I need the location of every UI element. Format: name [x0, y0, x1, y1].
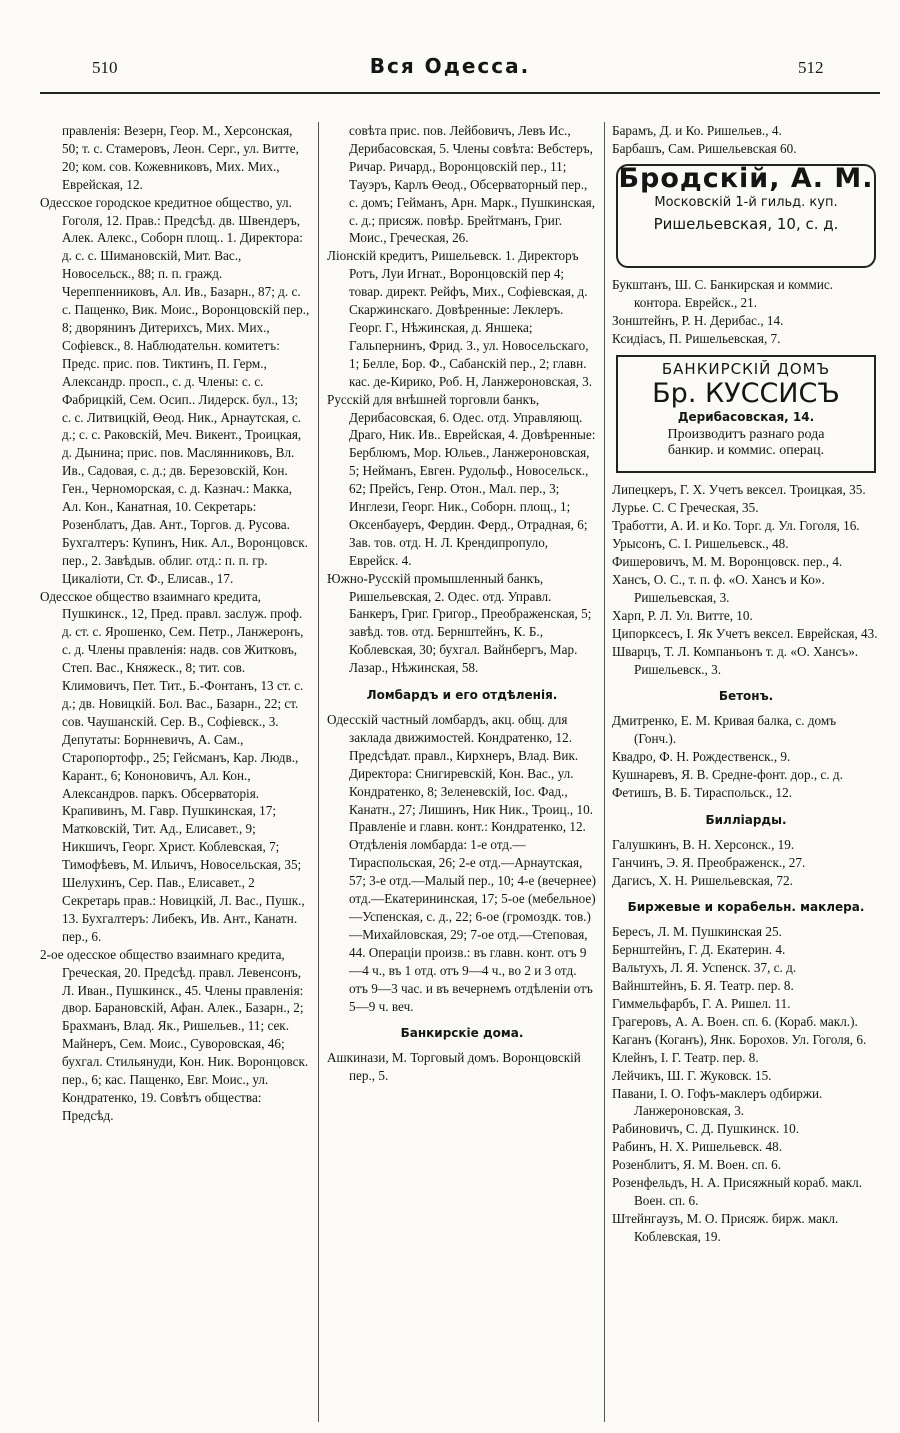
directory-entry: Розенфельдъ, Н. А. Присяжный кораб. макл. Воен. сп. 6. [612, 1175, 863, 1208]
directory-entry: Фишеровичъ, М. М. Воронцовск. пер., 4. [612, 554, 843, 570]
directory-entry: Павани, І. О. Гофъ-маклеръ одбиржи. Ланжероновская, 3. [612, 1085, 823, 1119]
directory-entry: Ліонскій кредитъ, Ришельевск. 1. Директоръ Ротъ, Луи Игнат., Воронцовскій пер 4; товар. директ. Рейфъ, Мих., Софіевская, д. Скаржинскаго. Довѣренные: Леклеръ. Георг. Г., Нѣжинская, д. Яншека; Гальпернинъ, Фрид. З., ул. Новосельскаго, 1; Белле, Бор. Ф., Сабанскій пер., 2; главн. кас. де-Кирико, Роб. Н, Ланжероновская, 3. [327, 248, 593, 389]
directory-entry: совѣта прис. пов. Лейбовичъ, Левъ Ис., Дерибасовская, 5. Члены совѣта: Вебстеръ, Ричар. Ричард., Воронцовскій пер., 11; Тауэръ, Карлъ Өеод., Обсерваторный пер., с. домъ; Гейманъ, Арн. Марк., Пушкинская, с. д.; присяж. повѣр. Брейтманъ, Григ. Моис., Греческая, 26. [349, 123, 596, 246]
section-heading: Банкирскіе дома. [400, 1026, 524, 1041]
directory-entry: 2-ое одесское общество взаимнаго кредита, Греческая, 20. Предсѣд. правл. Левенсонъ, Л. Иван., Пушкинск., 45. Члены правленія: двор. Барановскій, Афан. Алек., Базарн., 2; Брахманъ, Влад. Як., Ришельев., 11; сек. Майнеръ, Сем. Моис., Суворовская, 46; бухгал. Стильянуди, Кон. Ник. Воронцовск. пер., 6; кас. Пащенко, Евг. Моис., ул. Кондратенко, 19. Совѣтъ общества: Предсѣд. [40, 946, 309, 1123]
ad-name: Бр. КУССИСЪ [652, 378, 840, 410]
ad-line: Московскій 1-й гильд. куп. [654, 194, 838, 210]
directory-entry: Шварцъ, Т. Л. Компаньонъ т. д. «О. Хансъ». Ришельевск., 3. [612, 643, 859, 677]
page-header [0, 52, 900, 92]
directory-entry: Гиммельфарбъ, Г. А. Ришел. 11. [612, 996, 791, 1011]
directory-entry: Клейнъ, І. Г. Театр. пер. 8. [612, 1049, 759, 1065]
directory-entry: Тработти, А. И. и Ко. Торг. д. Ул. Гоголя, 16. [612, 518, 860, 534]
directory-entry: Розенблитъ, Я. М. Воен. сп. 6. [612, 1157, 782, 1173]
ad-line: Ришельевская, 10, с. д. [653, 214, 839, 233]
directory-entry: Липецкеръ, Г. Х. Учетъ вексел. Троицкая, 35. [612, 482, 866, 498]
directory-entry: Урысонъ, С. І. Ришельевск., 48. [612, 536, 789, 552]
directory-entry: Грагеровъ, А. А. Воен. сп. 6. (Кораб. макл.). [612, 1013, 858, 1029]
directory-entry: Бернштейнъ, Г. Д. Екатерин. 4. [612, 942, 786, 958]
directory-entry: Ганчинъ, Э. Я. Преображенск., 27. [612, 854, 806, 870]
directory-entry: Каганъ (Коганъ), Янк. Борохов. Ул. Гоголя, 6. [612, 1031, 867, 1047]
column-3 [612, 122, 880, 1422]
directory-entry: Лурье. С. С Греческая, 35. [612, 500, 759, 516]
directory-entry: Одесское общество взаимнаго кредита, Пушкинск., 12, Пред. правл. заслуж. проф. д. ст. с. Ярошенко, Сем. Петр., Ланжеронъ, с. д. Члены правленія: надв. сов Житковъ, Степ. Вас., Княжеск., 8; тит. сов. Климовичъ, Пет. Тит., Б.-Фонтанъ, 13 ст. с. д.; дв. Новицкій. Бол. Вас., Базарн., 22; ст. сов. Чаушанскій. Сер. В., Софіевск., 3. Депутаты: Борнневичъ, А. Сам., Старопортофр., 25; Гейсманъ, Кар. Людв., Карант., 6; Кононовичъ, Ал. Кон., Александров. паркъ. Обсерваторія. Крапивинъ, М. Гавр. Пушкинская, 17; Матковскій, Тит. Ад., Елисавет., 9; Никшичъ, Георг. Христ. Коблевская, 7; Тимофѣевъ, М. Ильичъ, Новосельская, 35; Шелухинъ, Сер. Пав., Елисавет., 2 Секретарь прав.: Новицкій, Л. Вас., Пушк., 13. Бухгалтеръ: Либекъ, Ив. Ант., Канатн. пер., 6. [40, 588, 305, 944]
advertisement-kussis [616, 355, 876, 473]
directory-entry: Ципорксесъ, І. Як Учетъ вексел. Еврейская, 43. [612, 625, 878, 641]
section-heading: Бетонъ. [718, 689, 774, 704]
directory-entry: Одесское городское кредитное общество, ул. Гоголя, 12. Прав.: Предсѣд. дв. Швендеръ, Алек. Алекс., Соборн площ.. 1. Директора: д. с. с. Шимановскій, Мит. Вас., Новосельск., 88; п. п. гражд. Череппенниковъ, Ал. Ив., Базарн., 87; д. с. с. Пащенко, Вик. Моис., Воронцовскій пер., 8; дворянинъ Дитерихсъ, Мих. Мих., Софіевск., 8. Наблюдательн. комитетъ: Предс. прис. пов. Тиктинъ, П. Герм., Александр. просп., с. д. Члены: с. с. Фабрицкій, Сем. Осип.. Лидерск. бул., 13; с. с. Литвицкій, Өеод. Ник., Арнаутская, с. д.; с. с. Раковскій, Меч. Викент., Троицкая, д. Дынина; прис. пов. Маслянниковъ, Вл. Ив., Садовая, с. д.; дв. Березовскій, Кон. Ген., Черноморская, с. д. Казнач.: Макка, Ал. Кон., Канатная, 10. Секретарь: Розенблатъ, Дав. Ант., Торгов. д. Русова. Бухгалтеръ: Купинъ, Ник. Ал., Воронцовск. пер., 2. Завѣдыв. облиг. отд.: п. п. гр. Цикаліоти, Ст. Ф., Елисав., 17. [40, 194, 310, 586]
directory-entry: правленія: Везерн, Геор. М., Херсонская, 50; т. с. Стамеровъ, Леон. Серг., ул. Витте, 20; ком. сов. Кожевниковъ, Мих. Мих., Еврейская, 12. [62, 123, 299, 192]
directory-entry: Дагисъ, Х. Н. Ришельевская, 72. [612, 872, 793, 888]
ad-line: банкир. и коммис. операц. [667, 443, 825, 459]
column-divider [318, 122, 319, 1422]
advertisement-brodsky [616, 164, 876, 268]
column-1 [40, 122, 310, 1422]
directory-entry: Квадро, Ф. Н. Рождественск., 9. [612, 749, 791, 765]
directory-entry: Южно-Русскій промышленный банкъ, Ришельевская, 2. Одес. отд. Управл. Банкеръ, Григ. Григор., Преображенская, 5; завѣд. тов. отд. Бернштейнъ, К. Б., Коблевская, 30; бухгал. Вайнбергъ, Мар. Лазар., Нѣжинская, 58. [327, 570, 592, 676]
directory-entry: Кушнаревъ, Я. В. Средне-фонт. дор., с. д. [612, 767, 843, 783]
directory-entry: Харп, Р. Л. Ул. Витте, 10. [612, 607, 753, 623]
directory-entry: Рабинъ, Н. Х. Ришельевск. 48. [612, 1139, 782, 1155]
directory-entry: Лейчикъ, Ш. Г. Жуковск. 15. [612, 1067, 772, 1083]
ad-line: Производитъ разнаго рода [667, 427, 825, 443]
right-page-number: 512 [798, 58, 824, 77]
directory-entry: Барамъ, Д. и Ко. Ришельев., 4. [612, 123, 782, 138]
ad-line: БАНКИРСКІЙ ДОМЪ [661, 360, 831, 379]
directory-entry: Штейнгаузъ, М. О. Присяж. бирж. макл. Коблевская, 19. [612, 1210, 839, 1244]
directory-entry: Вальтухъ, Л. Я. Успенск. 37, с. д. [612, 960, 797, 976]
ad-name: Бродскій, А. М. [618, 162, 874, 194]
directory-entry: Дмитренко, Е. М. Кривая балка, с. домъ (Гонч.). [612, 713, 837, 747]
directory-entry: Галушкинъ, В. Н. Херсонск., 19. [612, 836, 795, 852]
header-rule [40, 92, 880, 94]
directory-entry: Русскій для внѣшней торговли банкъ, Дерибасовская, 6. Одес. отд. Управляющ. Драго, Ник. Ив.. Еврейская, 4. Довѣренные: Берблюмъ, Мор. Юльев., Ланжероновская, 5; Нейманъ, Евген. Рудольф., Новосельск., 62; Прейсъ, Генр. Отон., Мал. пер., 3; Инглези, Георг. Ник., Соборн. площ., 1; Оксенбауеръ, Фердин. Ферд., Отрадная, 6; Зав. тов. отд. Н. Л. Крендипропуло, Еврейск. 4. [327, 391, 596, 568]
column-divider [604, 122, 605, 1422]
directory-entry: Одесскій частный ломбардъ, акц. общ. для заклада движимостей. Кондратенко, 12. Предсѣдат. правл., Кирхнеръ, Влад. Вик. Директора: Снигиревскій, Кон. Вас., ул. Кондратенко, 8; Зеленевскій, Іос. Фад., Канатн., 27; Лишинъ, Ник Ник., Троиц., 10. Правленіе и главн. конт.: Кондратенко, 12. Отдѣленія ломбарда: 1-е отд.—Тираспольская, 26; 2-е отд.—Арнаутская, 57; 3-е отд.—Малый пер., 10; 4-е (вечернее) отд.—Екатерининская, 17; 5-ое (мебельное)—Успенская, с. д., 22; 6-ое (громоздк. тов.)—Михайловская, 29; 7-ое отд.—Степовая, 44. Операціи произв.: въ главн. конт. отъ 9—4 ч., въ 1 отд. отъ 9—4 ч., во 2 и 3 отд. отъ 9—3 час. и въ вечернемъ отдѣленіи отъ 5—9 ч. веч. [327, 712, 596, 1014]
column-2 [327, 122, 597, 1422]
directory-entry: Рабиновичъ, С. Д. Пушкинск. 10. [612, 1121, 800, 1137]
directory-entry: Букштанъ, Ш. С. Банкирская и коммис. контора. Еврейск., 21. [612, 276, 834, 310]
section-heading: Билліарды. [705, 812, 787, 827]
directory-entry: Барбашъ, Сам. Ришельевская 60. [612, 140, 797, 156]
section-heading: Биржевые и корабельн. маклера. [627, 900, 865, 915]
directory-entry: Зонштейнъ, Р. Н. Дерибас., 14. [612, 312, 784, 328]
ad-line: Дерибасовская, 14. [677, 410, 815, 425]
running-title: Вся Одесса. [369, 54, 531, 78]
directory-entry: Хансъ, О. С., т. п. ф. «О. Хансъ и Ко». Ришельевская, 3. [612, 571, 825, 605]
section-heading: Ломбардъ и его отдѣленія. [366, 688, 558, 703]
directory-entry: Фетишъ, В. Б. Тираспольск., 12. [612, 784, 793, 800]
directory-entry: Ашкинази, М. Торговый домъ. Воронцовскій пер., 5. [327, 1050, 581, 1084]
directory-entry: Ксидіасъ, П. Ришельевская, 7. [612, 330, 781, 346]
directory-entry: Вайнштейнъ, Б. Я. Театр. пер. 8. [612, 978, 794, 994]
left-page-number: 510 [92, 58, 118, 77]
directory-entry: Бересъ, Л. М. Пушкинская 25. [612, 924, 782, 940]
